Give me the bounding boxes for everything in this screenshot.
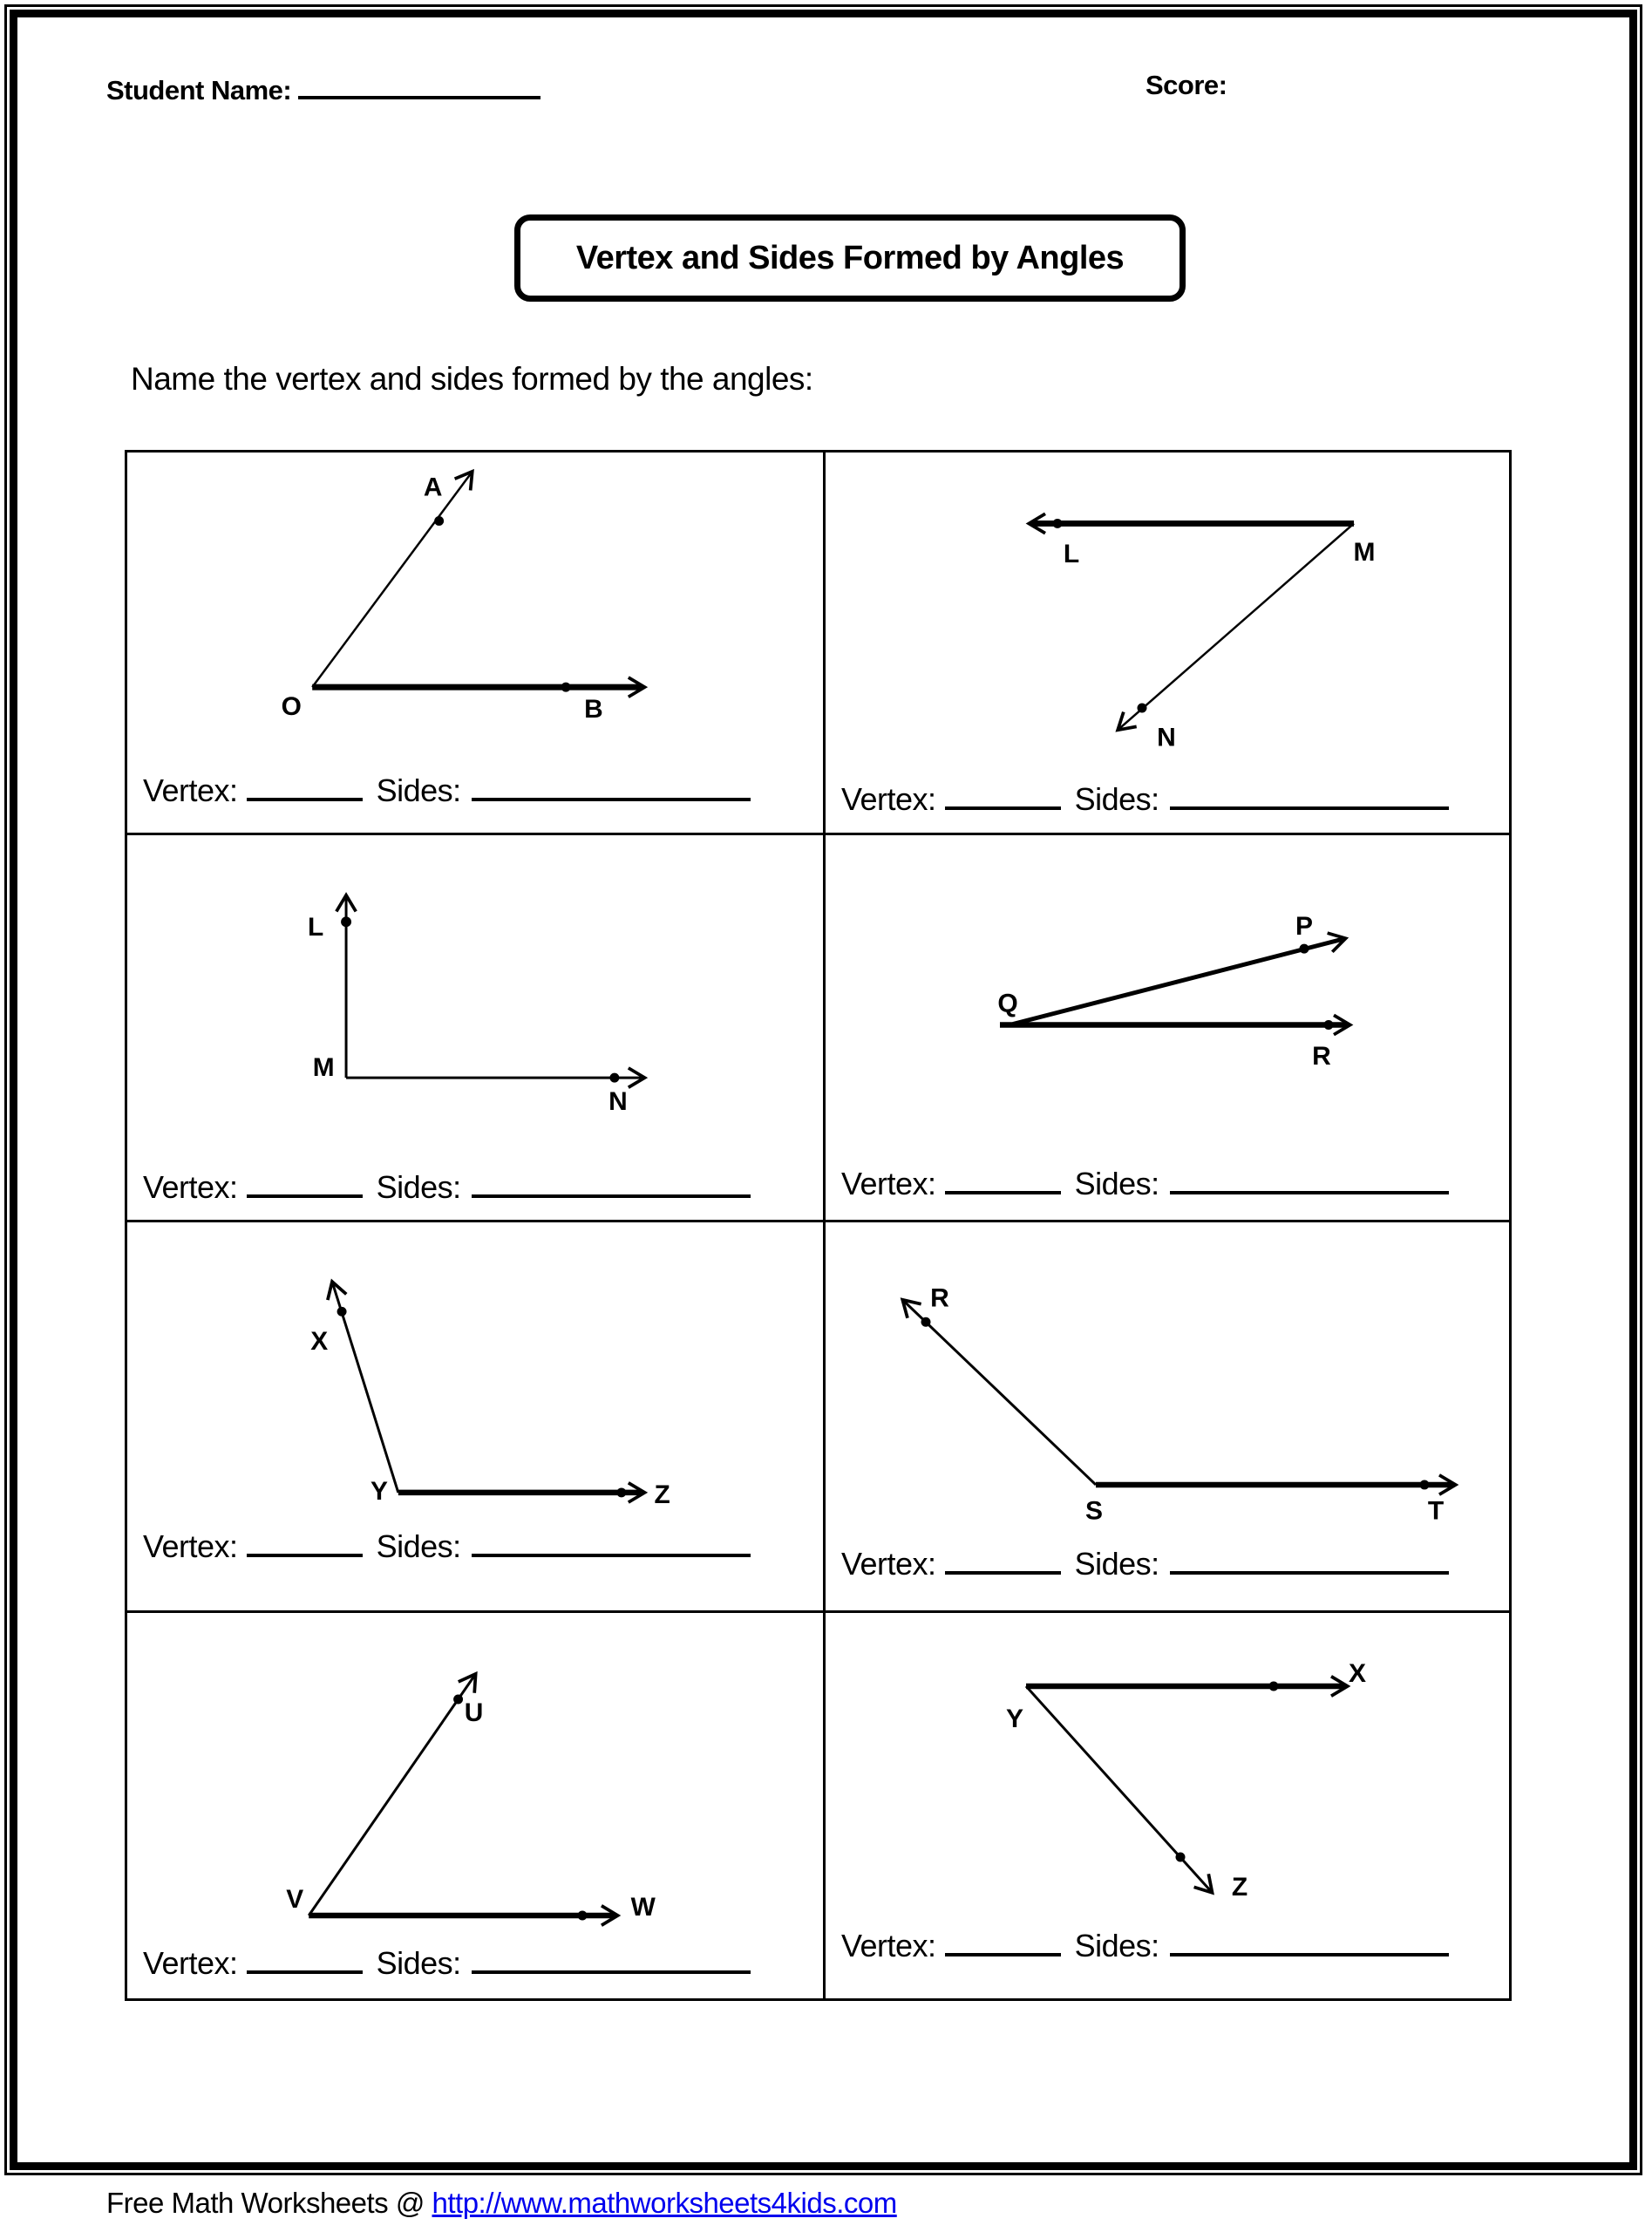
problem-cell-4 bbox=[826, 835, 1509, 1222]
answer-row bbox=[143, 1941, 751, 1982]
sides-answer-blank[interactable] bbox=[1170, 1161, 1449, 1194]
vertex-label: Vertex: bbox=[143, 1528, 238, 1564]
problem-cell-5 bbox=[127, 1222, 826, 1613]
point-label: Z bbox=[1231, 1873, 1248, 1902]
point-label: A bbox=[423, 473, 443, 502]
sides-answer-blank[interactable] bbox=[472, 1941, 751, 1974]
problem-cell-1 bbox=[127, 453, 826, 835]
answer-row bbox=[143, 1524, 751, 1565]
student-name-row bbox=[106, 70, 540, 106]
point-dot-t bbox=[1420, 1480, 1430, 1490]
point-label: U bbox=[464, 1698, 484, 1728]
vertex-answer-blank[interactable] bbox=[247, 1165, 363, 1198]
ray-vu bbox=[309, 1677, 473, 1916]
vertex-answer-blank[interactable] bbox=[945, 777, 1061, 810]
point-dot-n bbox=[609, 1073, 619, 1083]
point-dot-r bbox=[1324, 1020, 1334, 1030]
problem-cell-8 bbox=[826, 1613, 1509, 1998]
sides-label: Sides: bbox=[376, 1169, 461, 1205]
point-label: S bbox=[1084, 1496, 1104, 1526]
vertex-label: Vertex: bbox=[841, 1546, 936, 1582]
vertex-label: Vertex: bbox=[143, 1945, 238, 1981]
vertex-label: Vertex: bbox=[841, 781, 936, 817]
point-label: M bbox=[1353, 538, 1376, 568]
point-dot-u bbox=[453, 1695, 463, 1705]
worksheet-title: Vertex and Sides Formed by Angles bbox=[575, 239, 1125, 276]
worksheet-title-box bbox=[514, 214, 1186, 302]
sides-label: Sides: bbox=[1074, 781, 1159, 817]
sides-answer-blank[interactable] bbox=[472, 768, 751, 801]
sides-label: Sides: bbox=[376, 772, 461, 808]
point-label: T bbox=[1427, 1496, 1445, 1526]
answer-row bbox=[143, 768, 751, 809]
point-label: Y bbox=[1005, 1705, 1024, 1733]
sides-answer-blank[interactable] bbox=[1170, 1923, 1449, 1956]
answer-row bbox=[841, 1923, 1449, 1964]
point-label: V bbox=[286, 1884, 304, 1915]
instruction-text: Name the vertex and sides formed by the angles: bbox=[131, 361, 813, 397]
vertex-label: Vertex: bbox=[143, 1169, 238, 1205]
sides-label: Sides: bbox=[1074, 1928, 1159, 1963]
ray-qp bbox=[1013, 939, 1343, 1024]
point-dot-w bbox=[578, 1911, 588, 1921]
ray-mn bbox=[1120, 523, 1354, 727]
angle-diagram-lmn-right bbox=[127, 835, 823, 1220]
point-label: R bbox=[930, 1283, 949, 1313]
vertex-answer-blank[interactable] bbox=[945, 1161, 1061, 1194]
sides-label: Sides: bbox=[1074, 1166, 1159, 1201]
problems-grid bbox=[125, 450, 1512, 2001]
angle-diagram-lmn bbox=[826, 453, 1509, 833]
vertex-label: Vertex: bbox=[841, 1166, 936, 1201]
footer-text: Free Math Worksheets @ bbox=[106, 2187, 432, 2219]
footer bbox=[106, 2187, 897, 2220]
ray-oa bbox=[312, 474, 470, 687]
vertex-answer-blank[interactable] bbox=[945, 1923, 1061, 1956]
point-label: X bbox=[1348, 1659, 1367, 1688]
student-name-label: Student Name: bbox=[106, 75, 292, 105]
point-label: W bbox=[630, 1892, 656, 1922]
point-dot-b bbox=[561, 683, 571, 692]
answer-row bbox=[841, 1161, 1449, 1202]
problem-cell-6 bbox=[826, 1222, 1509, 1613]
point-dot-n bbox=[1138, 704, 1147, 713]
answer-row bbox=[841, 1541, 1449, 1582]
sides-label: Sides: bbox=[376, 1528, 461, 1564]
sides-label: Sides: bbox=[376, 1945, 461, 1981]
vertex-label: Vertex: bbox=[143, 772, 238, 808]
sides-answer-blank[interactable] bbox=[472, 1165, 751, 1198]
point-label: M bbox=[312, 1053, 335, 1083]
point-label: N bbox=[608, 1086, 628, 1116]
answer-row bbox=[143, 1165, 751, 1206]
point-label: Z bbox=[654, 1480, 670, 1509]
sides-answer-blank[interactable] bbox=[1170, 777, 1449, 810]
ray-sr bbox=[905, 1302, 1096, 1485]
point-label: N bbox=[1157, 723, 1176, 752]
answer-row bbox=[841, 777, 1449, 818]
point-label: L bbox=[308, 913, 324, 942]
point-dot-a bbox=[434, 516, 444, 526]
student-name-blank[interactable] bbox=[298, 70, 540, 99]
point-dot-l bbox=[1053, 519, 1063, 528]
footer-link[interactable]: http://www.mathworksheets4kids.com bbox=[432, 2187, 897, 2219]
point-label: R bbox=[1312, 1042, 1331, 1072]
vertex-answer-blank[interactable] bbox=[247, 1941, 363, 1974]
problem-cell-3 bbox=[127, 835, 826, 1222]
point-label: X bbox=[310, 1327, 329, 1357]
point-label: Y bbox=[370, 1476, 388, 1506]
point-dot-z bbox=[1176, 1853, 1186, 1862]
point-dot-z bbox=[616, 1487, 626, 1497]
point-label: P bbox=[1295, 912, 1314, 942]
sides-answer-blank[interactable] bbox=[1170, 1541, 1449, 1575]
point-label: O bbox=[281, 691, 302, 721]
point-label: Q bbox=[997, 989, 1018, 1018]
vertex-answer-blank[interactable] bbox=[247, 1524, 363, 1557]
vertex-answer-blank[interactable] bbox=[945, 1541, 1061, 1575]
sides-answer-blank[interactable] bbox=[472, 1524, 751, 1557]
score-label: Score: bbox=[1146, 70, 1227, 100]
problem-cell-7 bbox=[127, 1613, 826, 1998]
problem-cell-2 bbox=[826, 453, 1509, 835]
point-dot-x bbox=[1269, 1682, 1279, 1691]
point-dot-r bbox=[921, 1317, 931, 1327]
vertex-label: Vertex: bbox=[841, 1928, 936, 1963]
sides-label: Sides: bbox=[1074, 1546, 1159, 1582]
vertex-answer-blank[interactable] bbox=[247, 768, 363, 801]
point-label: L bbox=[1063, 540, 1080, 569]
point-dot-p bbox=[1300, 944, 1309, 954]
point-dot-x bbox=[337, 1307, 347, 1317]
point-label: B bbox=[584, 694, 603, 724]
point-dot-l bbox=[341, 916, 351, 927]
